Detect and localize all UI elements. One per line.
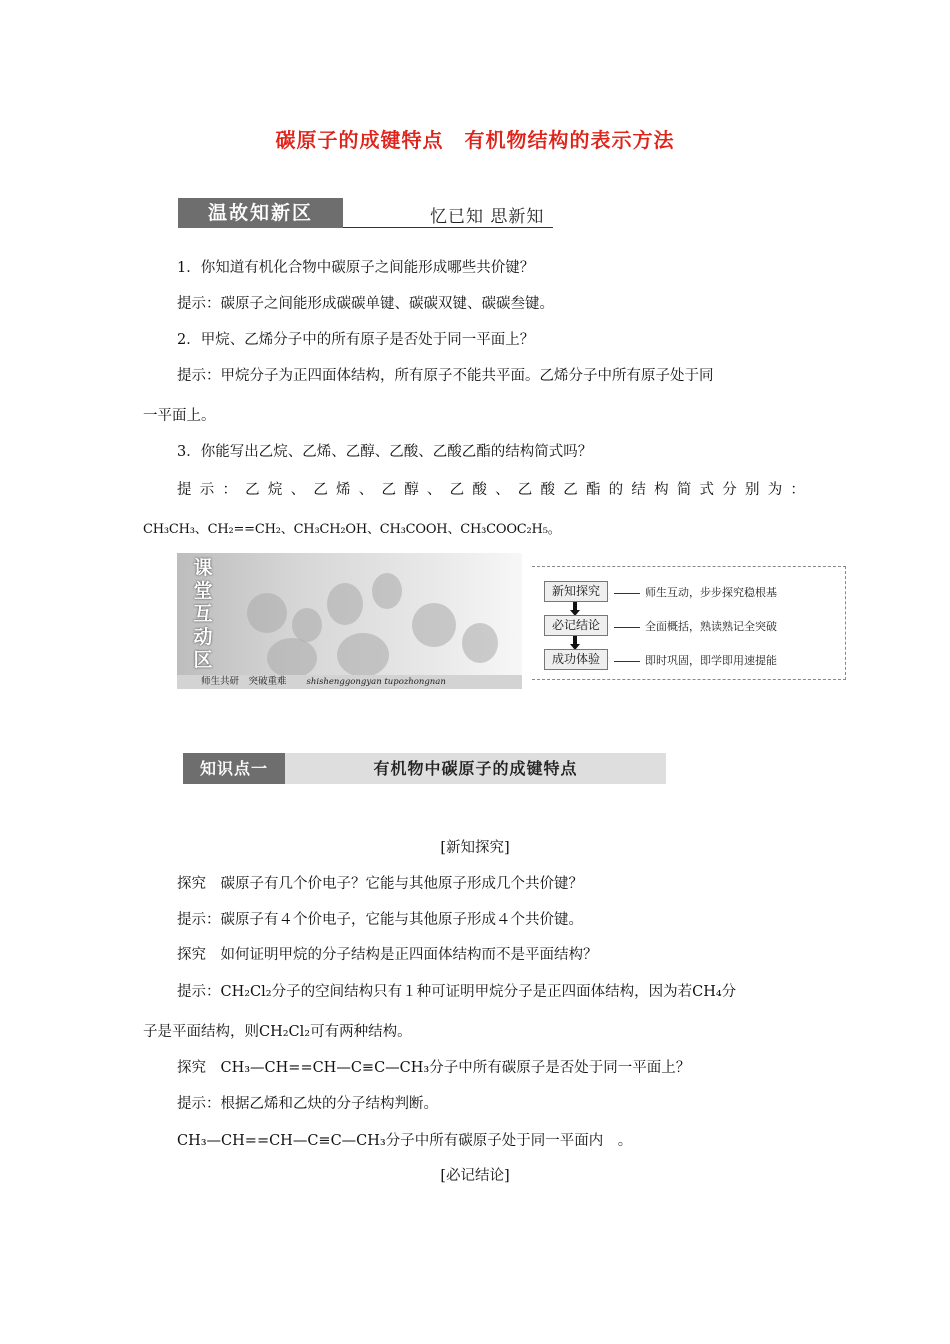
arrow-down-icon bbox=[570, 602, 580, 616]
answer-3-char: ： bbox=[222, 482, 237, 498]
question-2: 2．甲烷、乙烯分子中的所有原子是否处于同一平面上？ bbox=[177, 332, 535, 348]
flow-step-explore: 新知探究 bbox=[544, 581, 608, 602]
answer-3-char: 、 bbox=[290, 482, 306, 498]
explore-hint-2-line-2: 子是平面结构，则CH₂Cl₂可有两种结构。 bbox=[143, 1024, 412, 1040]
review-banner-label: 温故知新区 bbox=[178, 198, 343, 228]
answer-3-char: 为 bbox=[767, 482, 783, 498]
answer-3-char: 式 bbox=[699, 482, 715, 498]
answer-3-char: 的 bbox=[608, 482, 624, 498]
answer-3-char: 分 bbox=[722, 482, 737, 498]
answer-3-char: 烯 bbox=[336, 482, 351, 498]
flow-step-conclusion: 必记结论 bbox=[544, 615, 608, 636]
learning-flow bbox=[532, 566, 846, 680]
section-label-conclusion: [必记结论] bbox=[440, 1168, 510, 1184]
answer-3-char: 乙 bbox=[563, 482, 578, 498]
answer-3-char: 、 bbox=[358, 482, 374, 498]
explore-hint-3: 提示：根据乙烯和乙炔的分子结构判断。 bbox=[177, 1096, 438, 1112]
question-1: 1．你知道有机化合物中碳原子之间能形成哪些共价键？ bbox=[177, 260, 535, 276]
flow-desc-explore: 师生互动，步步探究稳根基 bbox=[614, 584, 777, 600]
review-banner-subtitle: 忆已知 思新知 bbox=[430, 207, 545, 227]
answer-3-char: 示 bbox=[199, 482, 215, 498]
explore-hint-2-line-1: 提示：CH₂Cl₂分子的空间结构只有１种可证明甲烷分子是正四面体结构，因为若CH₄分 bbox=[177, 984, 737, 1000]
question-3: 3．你能写出乙烷、乙烯、乙醇、乙酸、乙酸乙酯的结构简式吗？ bbox=[177, 444, 593, 460]
panel-caption-pinyin: shishenggongyan tupozhongnan bbox=[306, 677, 446, 687]
answer-3-formulas: CH₃CH₃、CH₂==CH₂、CH₃CH₂OH、CH₃COOH、CH₃COOC₂H₅。 bbox=[143, 522, 561, 537]
page-title: 碳原子的成键特点 有机物结构的表示方法 bbox=[275, 128, 675, 152]
flow-desc-conclusion: 全面概括，熟读熟记全突破 bbox=[614, 618, 777, 634]
answer-3-char: 乙 bbox=[381, 482, 396, 498]
answer-3-char: 乙 bbox=[245, 482, 260, 498]
answer-3-char: 酯 bbox=[585, 482, 601, 498]
flow-step-practice: 成功体验 bbox=[544, 649, 608, 670]
answer-3-char: 结 bbox=[631, 482, 646, 498]
answer-3-line-1 bbox=[177, 480, 805, 500]
panel-caption: 师生共研 突破重难 shishenggongyan tupozhongnan bbox=[177, 675, 522, 689]
explore-hint-3-line-2: CH₃—CH==CH—C≡C—CH₃分子中所有碳原子处于同一平面内 。 bbox=[177, 1133, 633, 1149]
answer-3-char: 乙 bbox=[313, 482, 328, 498]
answer-3-char: 醇 bbox=[404, 482, 419, 498]
knowledge-point-banner bbox=[183, 753, 666, 784]
answer-2-line-2: 一平面上。 bbox=[143, 408, 216, 424]
classroom-photo bbox=[177, 553, 522, 675]
answer-3-char: ： bbox=[790, 482, 805, 498]
explore-hint-1: 提示：碳原子有４个价电子，它能与其他原子形成４个共价键。 bbox=[177, 912, 583, 928]
panel-vertical-title: 课 堂 互 动 区 bbox=[193, 557, 213, 671]
knowledge-point-tag: 知识点一 bbox=[183, 753, 285, 784]
answer-3-char: 乙 bbox=[449, 482, 465, 498]
answer-2-line-1: 提示：甲烷分子为正四面体结构，所有原子不能共平面。乙烯分子中所有原子处于同 bbox=[177, 368, 714, 384]
review-section-banner bbox=[178, 198, 553, 230]
answer-3-char: 酸 bbox=[540, 482, 555, 498]
knowledge-point-title: 有机物中碳原子的成键特点 bbox=[373, 759, 578, 778]
answer-3-char: 、 bbox=[495, 482, 510, 498]
answer-3-char: 、 bbox=[426, 482, 442, 498]
section-label-explore: [新知探究] bbox=[440, 840, 510, 856]
flow-desc-practice: 即时巩固，即学即用速提能 bbox=[614, 652, 777, 668]
answer-3-char: 构 bbox=[654, 482, 669, 498]
answer-3-char: 简 bbox=[676, 482, 692, 498]
answer-3-char: 乙 bbox=[517, 482, 533, 498]
answer-3-char: 别 bbox=[744, 482, 760, 498]
classroom-interaction-panel bbox=[177, 553, 845, 689]
answer-3-char: 酸 bbox=[472, 482, 487, 498]
explore-question-3: 探究 CH₃—CH==CH—C≡C—CH₃分子中所有碳原子是否处于同一平面上？ bbox=[177, 1060, 691, 1076]
arrow-down-icon bbox=[570, 636, 580, 650]
answer-3-char: 烷 bbox=[267, 482, 283, 498]
explore-question-2: 探究 如何证明甲烷的分子结构是正四面体结构而不是平面结构？ bbox=[177, 947, 598, 963]
explore-question-1: 探究 碳原子有几个价电子？它能与其他原子形成几个共价键？ bbox=[177, 876, 583, 892]
answer-1: 提示：碳原子之间能形成碳碳单键、碳碳双键、碳碳叁键。 bbox=[177, 296, 554, 312]
banner-underline bbox=[343, 227, 553, 228]
answer-3-char: 提 bbox=[177, 482, 192, 498]
